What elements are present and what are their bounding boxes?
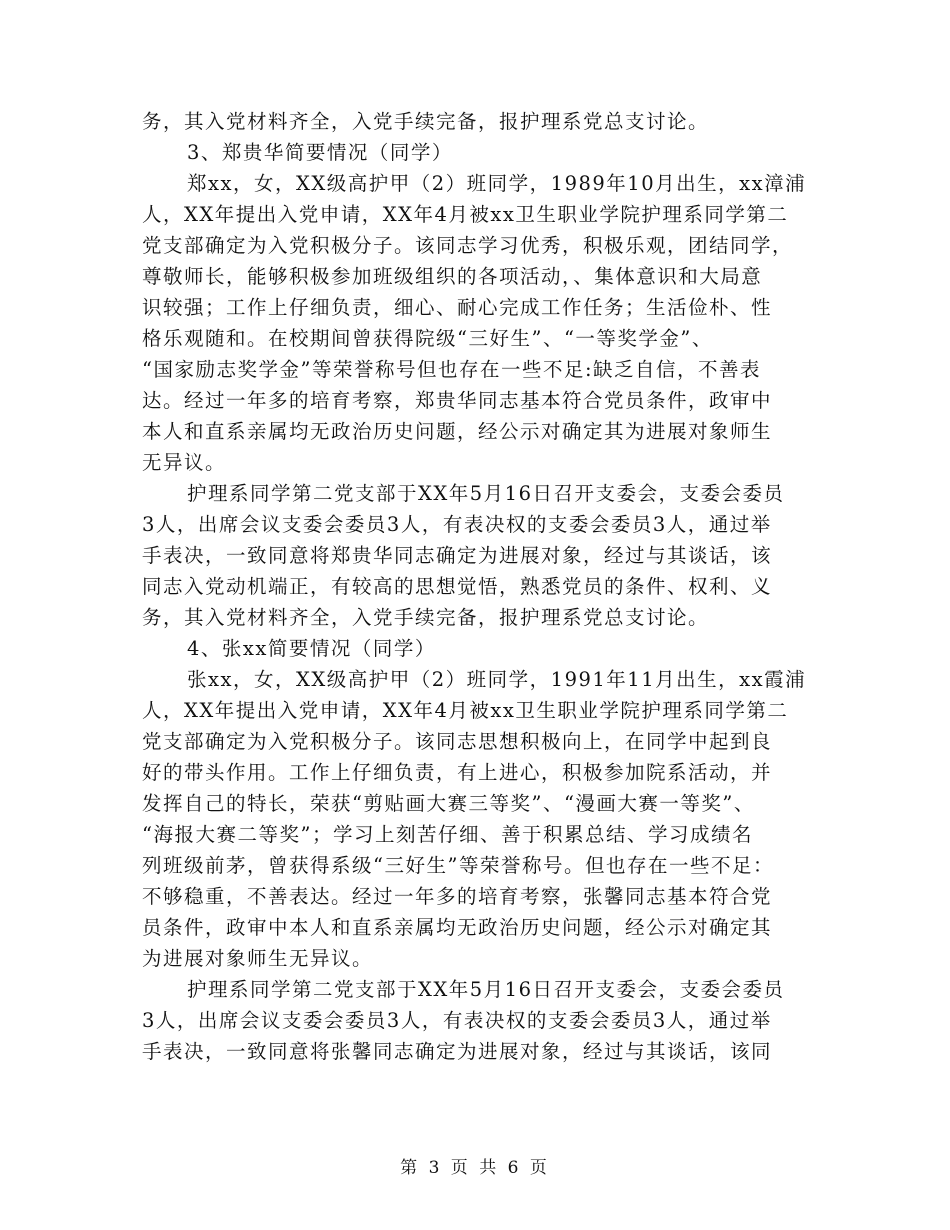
text-line: 务，其入党材料齐全，入党手续完备，报护理系党总支讨论。 [142, 606, 710, 629]
text-line: 发挥自己的特长，荣获“剪贴画大赛三等奖”、“漫画大赛一等奖”、 [142, 792, 755, 815]
text-line: 同志入党动机端正，有较高的思想觉悟，熟悉党员的条件、权利、义 [142, 575, 773, 598]
text-line: “海报大赛二等奖”；学习上刻苦仔细、善于积累总结、学习成绩名 [142, 823, 753, 846]
text-line: 手表决，一致同意将郑贵华同志确定为进展对象，经过与其谈话，该 [142, 544, 773, 567]
text-line: 党支部确定为入党积极分子。该同志学习优秀，积极乐观，团结同学， [142, 234, 794, 257]
text-line: 党支部确定为入党积极分子。该同志思想积极向上，在同学中起到良 [142, 730, 773, 753]
text-line: 张xx，女，XX级高护甲（2）班同学，1991年11月出生，xx霞浦 [187, 668, 807, 691]
text-line: 识较强；工作上仔细负责，细心、耐心完成工作任务；生活俭朴、性 [142, 296, 773, 319]
text-line: 达。经过一年多的培育考察，郑贵华同志基本符合党员条件，政审中 [142, 389, 773, 412]
text-line: 人，XX年提出入党申请，XX年4月被xx卫生职业学院护理系同学第二 [142, 699, 789, 722]
text-line: 无异议。 [142, 451, 227, 474]
page-number-footer: 第 3 页 共 6 页 [400, 1158, 550, 1178]
text-line: 3人，出席会议支委会委员3人，有表决权的支委会委员3人，通过举 [142, 513, 772, 536]
text-line: 尊敬师长，能够积极参加班级组织的各项活动，、集体意识和大局意 [142, 265, 763, 288]
text-line: 4、张xx简要情况（同学） [187, 637, 436, 660]
text-line: 手表决，一致同意将张馨同志确定为进展对象，经过与其谈话，该同 [142, 1040, 773, 1063]
text-line: 列班级前茅，曾获得系级“三好生”等荣誉称号。但也存在一些不足： [142, 854, 774, 877]
text-line: 3、郑贵华简要情况（同学） [187, 141, 453, 164]
text-line: 不够稳重，不善表达。经过一年多的培育考察，张馨同志基本符合党 [142, 885, 773, 908]
text-line: 护理系同学第二党支部于XX年5月16日召开支委会，支委会委员 [187, 978, 785, 1001]
text-line: 员条件，政审中本人和直系亲属均无政治历史问题，经公示对确定其 [142, 916, 773, 939]
text-line: 郑xx，女，XX级高护甲（2）班同学，1989年10月出生，xx漳浦 [187, 172, 807, 195]
text-line: 格乐观随和。在校期间曾获得院级“三好生”、“一等奖学金”、 [142, 327, 713, 350]
text-line: 务，其入党材料齐全，入党手续完备，报护理系党总支讨论。 [142, 110, 710, 133]
text-line: 好的带头作用。工作上仔细负责，有上进心，积极参加院系活动，并 [142, 761, 773, 784]
text-line: “国家励志奖学金”等荣誉称号但也存在一些不足:缺乏自信，不善表 [142, 358, 762, 381]
text-line: 本人和直系亲属均无政治历史问题，经公示对确定其为进展对象师生 [142, 420, 773, 443]
text-line: 护理系同学第二党支部于XX年5月16日召开支委会，支委会委员 [187, 482, 785, 505]
text-line: 为进展对象师生无异议。 [142, 947, 374, 970]
text-line: 人，XX年提出入党申请，XX年4月被xx卫生职业学院护理系同学第二 [142, 203, 789, 226]
document-body [142, 106, 812, 1067]
text-line: 3人，出席会议支委会委员3人，有表决权的支委会委员3人，通过举 [142, 1009, 772, 1032]
